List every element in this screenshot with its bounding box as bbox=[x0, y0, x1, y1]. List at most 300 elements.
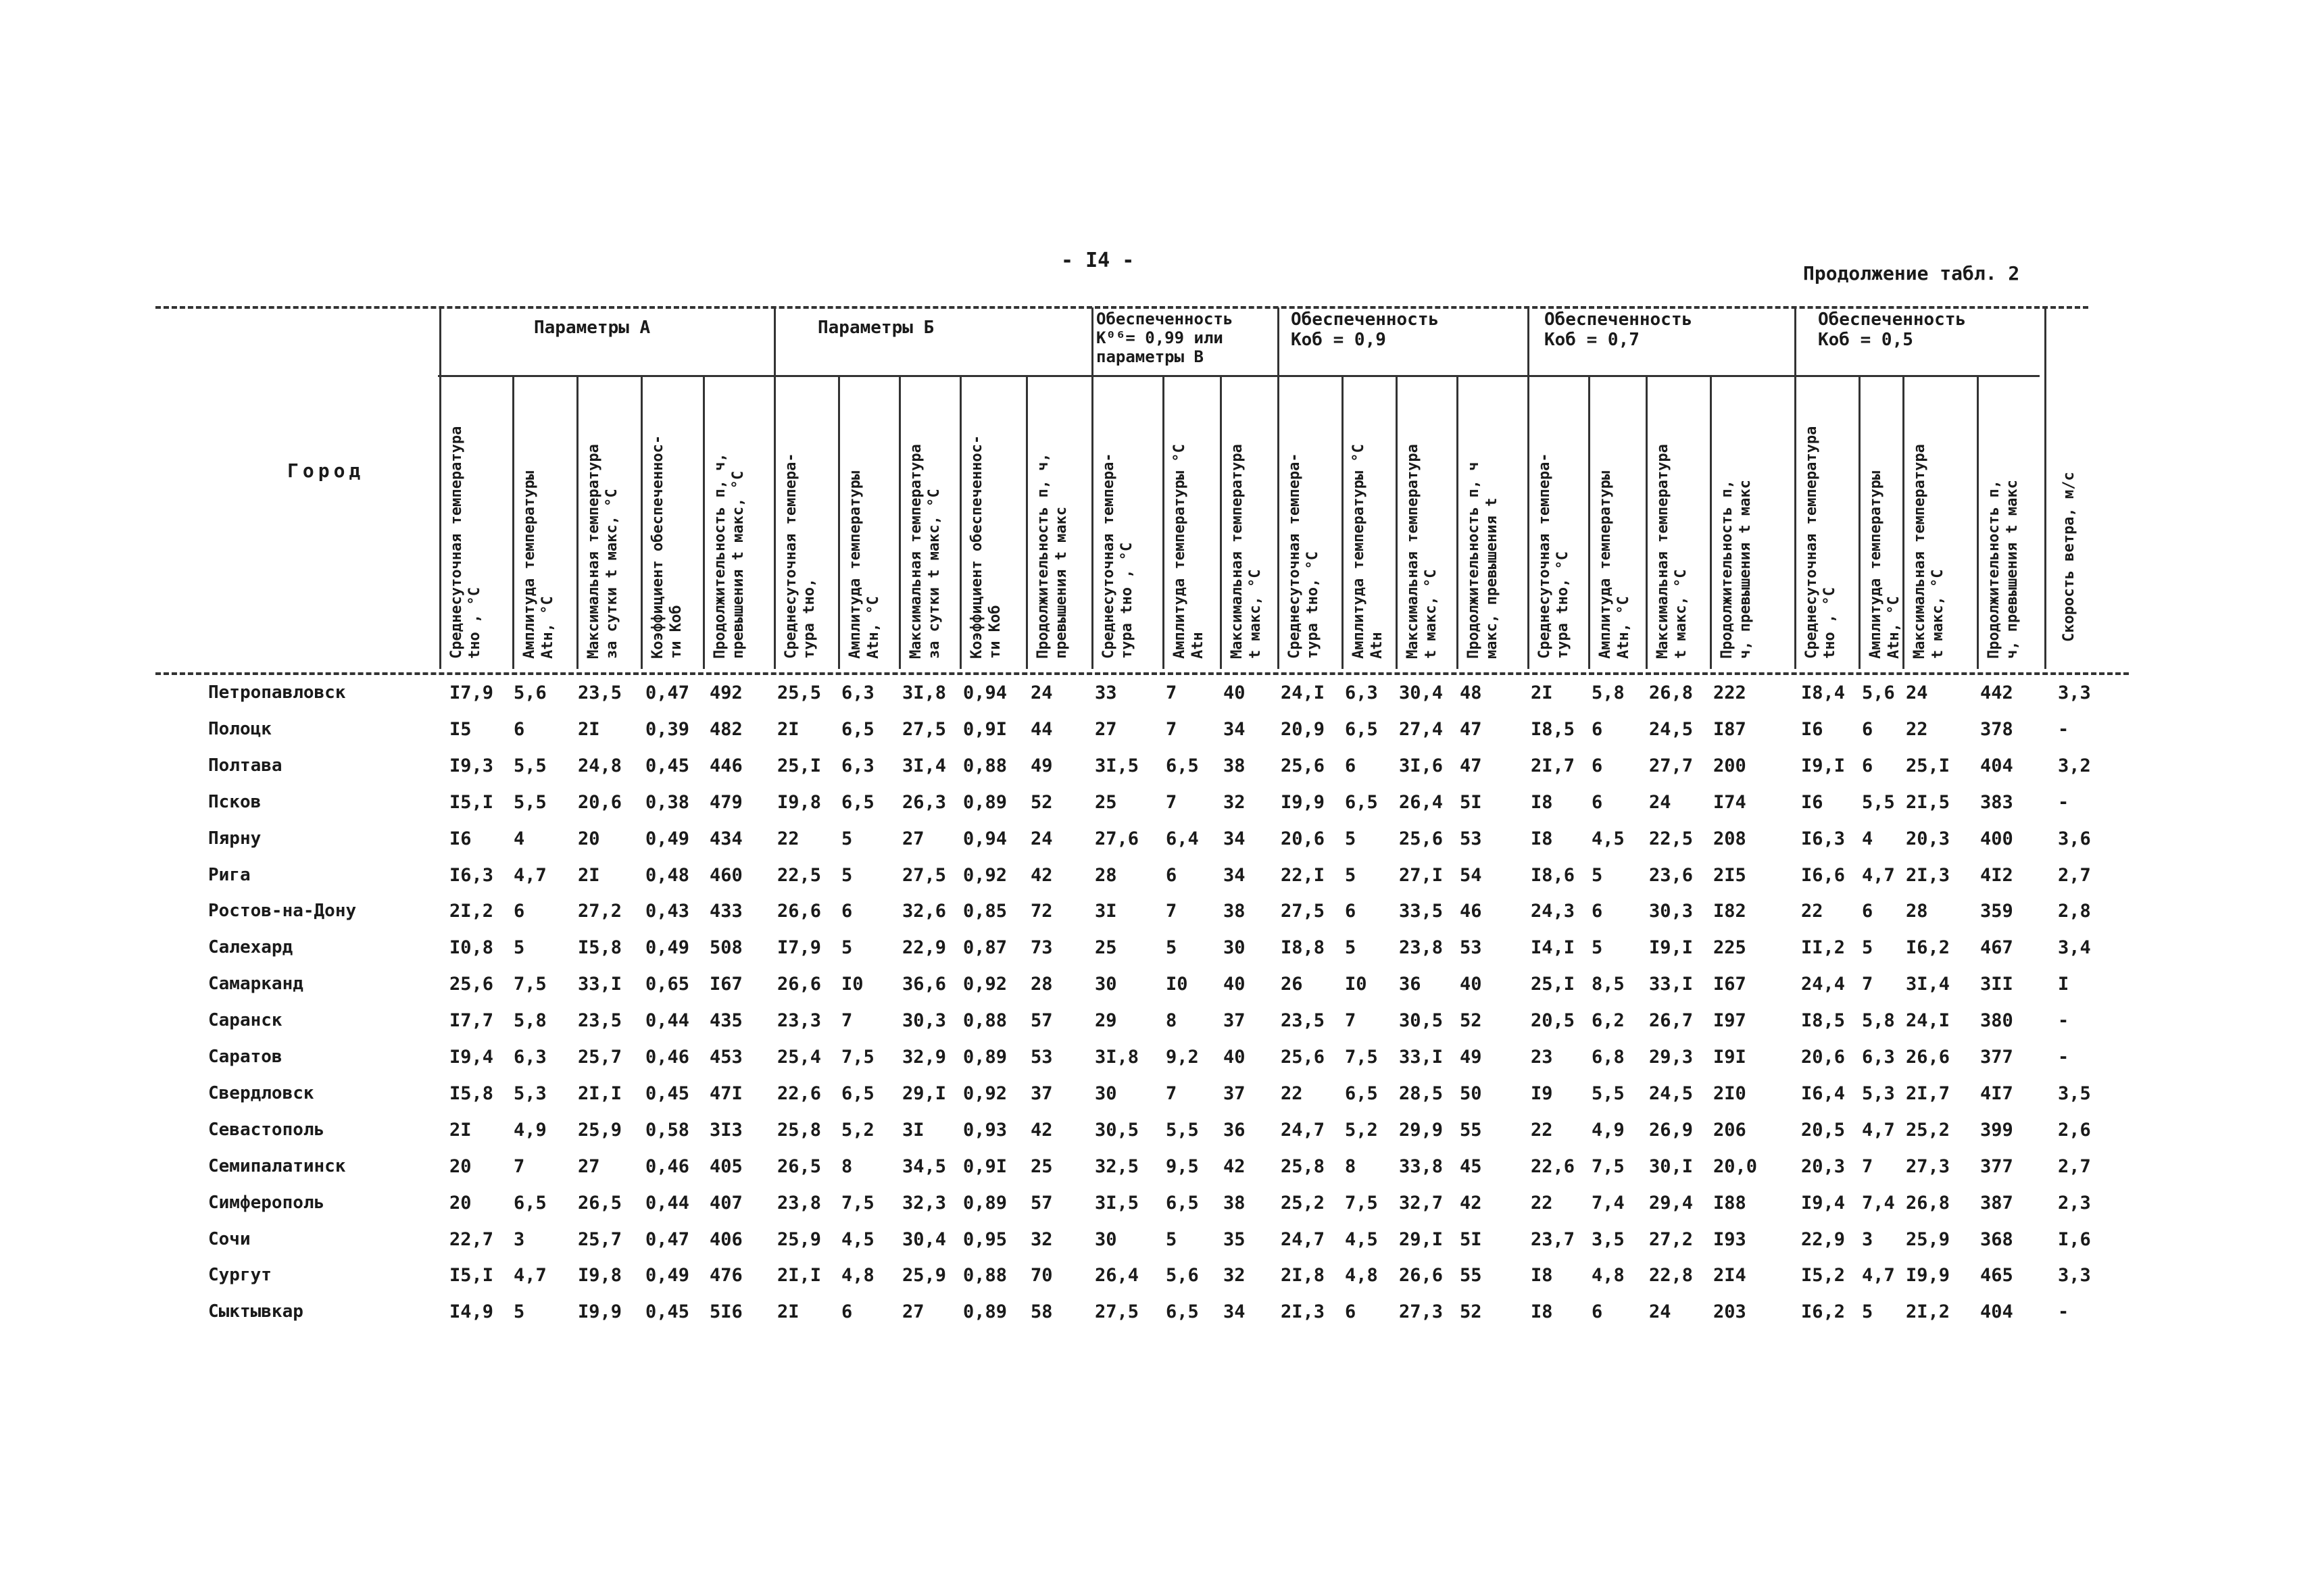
table-cell: 22,5 bbox=[1649, 828, 1694, 849]
table-cell: 20 bbox=[449, 1155, 472, 1177]
table-cell: 2I,2 bbox=[1906, 1301, 1950, 1323]
group-probability-07: Обеспеченность Коб = 0,7 bbox=[1544, 309, 1693, 350]
table-cell: 49 bbox=[1031, 755, 1053, 776]
table-cell: I5,8 bbox=[578, 937, 622, 959]
column-header-12: Амплитуда температуры °C Atн bbox=[1171, 444, 1206, 659]
table-cell: 0,88 bbox=[963, 1010, 1008, 1032]
table-cell: 24,8 bbox=[578, 755, 622, 776]
column-header-22: Среднесуточная температура tно , °C bbox=[1803, 426, 1838, 659]
table-cell: 30 bbox=[1095, 1082, 1117, 1104]
table-cell: 26 bbox=[1281, 974, 1303, 995]
table-cell: 22,8 bbox=[1649, 1265, 1694, 1287]
table-cell: 6,5 bbox=[1166, 755, 1199, 776]
table-cell: 5,6 bbox=[514, 682, 547, 703]
table-cell: 4,5 bbox=[1345, 1228, 1378, 1250]
table-cell: 5,6 bbox=[1166, 1265, 1199, 1287]
table-cell: 46 bbox=[1460, 901, 1482, 922]
table-cell: 3 bbox=[1862, 1228, 1873, 1250]
table-cell: 2I bbox=[578, 864, 600, 886]
table-cell: 5,3 bbox=[1862, 1082, 1895, 1104]
table-cell: 3 bbox=[514, 1228, 525, 1250]
table-cell: 200 bbox=[1713, 755, 1746, 776]
table-cell: 23,5 bbox=[578, 1010, 622, 1032]
table-cell: 30,4 bbox=[902, 1228, 947, 1250]
column-header-10: Продолжительность п, ч, превышения t макс bbox=[1035, 453, 1070, 659]
table-cell: 3I,6 bbox=[1399, 755, 1444, 776]
table-cell: 20,9 bbox=[1281, 718, 1325, 740]
table-cell: 400 bbox=[1980, 828, 2013, 849]
table-cell: I6,2 bbox=[1906, 937, 1950, 959]
table-cell: 29,9 bbox=[1399, 1119, 1444, 1141]
city-name: Сыктывкар bbox=[208, 1301, 303, 1322]
column-header-14: Среднесуточная темпера- тура tно, °C bbox=[1286, 453, 1321, 659]
table-cell: 5,5 bbox=[1592, 1082, 1625, 1104]
table-cell: 26,3 bbox=[902, 791, 947, 813]
table-cell: 3I,8 bbox=[1095, 1047, 1139, 1068]
city-name: Ростов-на-Дону bbox=[208, 901, 357, 922]
table-cell: I6 bbox=[1801, 791, 1823, 813]
table-cell: 25,4 bbox=[777, 1047, 822, 1068]
table-cell: 20 bbox=[449, 1192, 472, 1214]
table-cell: I8 bbox=[1531, 791, 1553, 813]
table-cell: 9,2 bbox=[1166, 1047, 1199, 1068]
column-divider bbox=[1588, 376, 1590, 669]
table-cell: 225 bbox=[1713, 937, 1746, 959]
table-cell: I4,I bbox=[1531, 937, 1575, 959]
table-cell: 27,7 bbox=[1649, 755, 1694, 776]
table-cell: 33,I bbox=[1649, 974, 1694, 995]
column-divider bbox=[1710, 376, 1712, 669]
column-header-6: Среднесуточная темпера- тура tно, bbox=[783, 453, 818, 659]
column-header-1: Среднесуточная температура tно , °C bbox=[448, 426, 483, 659]
table-cell: 6 bbox=[1862, 718, 1873, 740]
table-cell: 23,5 bbox=[578, 682, 622, 703]
table-cell: 3,2 bbox=[2058, 755, 2091, 776]
table-cell: 25,9 bbox=[1906, 1228, 1950, 1250]
column-divider bbox=[1794, 307, 1796, 669]
table-cell: 4,7 bbox=[1862, 1265, 1895, 1287]
table-cell: I67 bbox=[710, 974, 743, 995]
table-cell: 405 bbox=[710, 1155, 743, 1177]
column-divider bbox=[1456, 376, 1458, 669]
table-cell: 26,6 bbox=[777, 974, 822, 995]
table-cell: 6 bbox=[841, 901, 853, 922]
table-cell: I0 bbox=[1345, 974, 1367, 995]
table-cell: 407 bbox=[710, 1192, 743, 1214]
table-cell: 467 bbox=[1980, 937, 2013, 959]
table-cell: 377 bbox=[1980, 1155, 2013, 1177]
table-cell: I8 bbox=[1531, 828, 1553, 849]
table-cell: 20 bbox=[578, 828, 600, 849]
table-cell: 26,8 bbox=[1649, 682, 1694, 703]
table-cell: 2I5 bbox=[1713, 864, 1746, 886]
column-divider bbox=[1527, 307, 1529, 669]
table-cell: 22 bbox=[1906, 718, 1928, 740]
table-cell: 9,5 bbox=[1166, 1155, 1199, 1177]
table-cell: 492 bbox=[710, 682, 743, 703]
table-cell: 4,9 bbox=[514, 1119, 547, 1141]
table-cell: 47 bbox=[1460, 755, 1482, 776]
table-cell: I6,6 bbox=[1801, 864, 1846, 886]
table-cell: I9,I bbox=[1801, 755, 1846, 776]
table-cell: 57 bbox=[1031, 1192, 1053, 1214]
table-cell: 0,89 bbox=[963, 1192, 1008, 1214]
table-cell: 0,38 bbox=[645, 791, 690, 813]
table-cell: 24,3 bbox=[1531, 901, 1575, 922]
table-cell: 6 bbox=[1345, 1301, 1356, 1323]
table-cell: 40 bbox=[1460, 974, 1482, 995]
city-name: Саратов bbox=[208, 1047, 282, 1067]
table-cell: 0,88 bbox=[963, 1265, 1008, 1287]
table-cell: 20,6 bbox=[1281, 828, 1325, 849]
column-header-2: Амплитуда температуры Atн, °C bbox=[521, 470, 556, 659]
column-divider bbox=[576, 376, 578, 669]
table-cell: 3I,5 bbox=[1095, 1192, 1139, 1214]
table-cell: 482 bbox=[710, 718, 743, 740]
table-cell: I9,4 bbox=[1801, 1192, 1846, 1214]
table-cell: 0,49 bbox=[645, 1265, 690, 1287]
table-cell: 24 bbox=[1649, 1301, 1671, 1323]
table-cell: 38 bbox=[1223, 901, 1246, 922]
city-name: Сургут bbox=[208, 1265, 272, 1286]
table-cell: 42 bbox=[1223, 1155, 1246, 1177]
table-cell: 48 bbox=[1460, 682, 1482, 703]
table-cell: 377 bbox=[1980, 1047, 2013, 1068]
column-header-20: Максимальная температура t макс, °C bbox=[1654, 444, 1690, 659]
table-cell: 24,I bbox=[1906, 1010, 1950, 1032]
table-cell: 7,5 bbox=[841, 1192, 875, 1214]
table-cell: 26,9 bbox=[1649, 1119, 1694, 1141]
table-cell: 20,3 bbox=[1801, 1155, 1846, 1177]
table-cell: 0,85 bbox=[963, 901, 1008, 922]
table-cell: 4 bbox=[514, 828, 525, 849]
table-cell: 380 bbox=[1980, 1010, 2013, 1032]
table-cell: 32 bbox=[1223, 1265, 1246, 1287]
table-cell: 38 bbox=[1223, 755, 1246, 776]
table-cell: 23,8 bbox=[777, 1192, 822, 1214]
table-cell: I8,5 bbox=[1531, 718, 1575, 740]
wind-speed-column-header: Скорость ветра, м/с bbox=[2061, 472, 2077, 642]
table-cell: I8 bbox=[1531, 1265, 1553, 1287]
table-cell: 0,92 bbox=[963, 974, 1008, 995]
table-cell: I0 bbox=[1166, 974, 1188, 995]
table-cell: - bbox=[2058, 791, 2069, 813]
table-cell: 0,92 bbox=[963, 864, 1008, 886]
table-cell: 27 bbox=[902, 1301, 925, 1323]
table-cell: 2I,5 bbox=[1906, 791, 1950, 813]
table-cell: 26,6 bbox=[1906, 1047, 1950, 1068]
table-cell: 33 bbox=[1095, 682, 1117, 703]
table-cell: 32,3 bbox=[902, 1192, 947, 1214]
table-cell: 7 bbox=[1166, 791, 1177, 813]
table-cell: I7,9 bbox=[777, 937, 822, 959]
table-cell: I5,I bbox=[449, 791, 494, 813]
table-cell: I9,8 bbox=[777, 791, 822, 813]
table-cell: 2I,8 bbox=[1281, 1265, 1325, 1287]
table-cell: I9 bbox=[1531, 1082, 1553, 1104]
table-cell: 22 bbox=[1531, 1192, 1553, 1214]
table-cell: 28,5 bbox=[1399, 1082, 1444, 1104]
city-name: Салехард bbox=[208, 937, 293, 958]
table-cell: 6,5 bbox=[841, 718, 875, 740]
table-cell: 5 bbox=[1345, 937, 1356, 959]
table-cell: 28 bbox=[1095, 864, 1117, 886]
table-cell: 7 bbox=[1166, 901, 1177, 922]
table-cell: 27 bbox=[1095, 718, 1117, 740]
table-cell: I5 bbox=[449, 718, 472, 740]
table-cell: I67 bbox=[1713, 974, 1746, 995]
city-name: Рига bbox=[208, 864, 251, 885]
table-cell: 3,6 bbox=[2058, 828, 2091, 849]
table-cell: 5 bbox=[1592, 937, 1603, 959]
city-name: Псков bbox=[208, 791, 262, 812]
table-cell: 7 bbox=[1345, 1010, 1356, 1032]
column-header-11: Среднесуточная темпера- тура tно , °C bbox=[1100, 453, 1135, 659]
table-cell: 0,89 bbox=[963, 1047, 1008, 1068]
table-cell: 23,3 bbox=[777, 1010, 822, 1032]
column-header-5: Продолжительность п, ч, превышения t макс, °C bbox=[712, 453, 747, 659]
table-cell: 208 bbox=[1713, 828, 1746, 849]
table-cell: 4,5 bbox=[1592, 828, 1625, 849]
table-cell: 34 bbox=[1223, 828, 1246, 849]
table-cell: 25,7 bbox=[578, 1047, 622, 1068]
table-cell: 27,2 bbox=[1649, 1228, 1694, 1250]
table-cell: 7,5 bbox=[1345, 1047, 1378, 1068]
table-cell: 5,2 bbox=[841, 1119, 875, 1141]
table-cell: 36 bbox=[1223, 1119, 1246, 1141]
table-cell: 6,5 bbox=[1166, 1301, 1199, 1323]
table-cell: 5 bbox=[841, 937, 853, 959]
table-cell: 6 bbox=[1345, 901, 1356, 922]
table-cell: 29,4 bbox=[1649, 1192, 1694, 1214]
table-cell: 30,I bbox=[1649, 1155, 1694, 1177]
table-cell: 32,5 bbox=[1095, 1155, 1139, 1177]
table-cell: 5 bbox=[1166, 937, 1177, 959]
table-cell: 23 bbox=[1531, 1047, 1553, 1068]
table-cell: I88 bbox=[1713, 1192, 1746, 1214]
table-cell: 40 bbox=[1223, 682, 1246, 703]
column-divider bbox=[1341, 376, 1344, 669]
table-cell: 42 bbox=[1031, 1119, 1053, 1141]
table-cell: I97 bbox=[1713, 1010, 1746, 1032]
column-divider bbox=[838, 376, 840, 669]
table-cell: 32,6 bbox=[902, 901, 947, 922]
table-cell: 22,5 bbox=[777, 864, 822, 886]
table-cell: 20,0 bbox=[1713, 1155, 1758, 1177]
city-name: Пярну bbox=[208, 828, 262, 849]
table-cell: 4,8 bbox=[841, 1265, 875, 1287]
table-cell: 25,I bbox=[777, 755, 822, 776]
table-cell: 0,46 bbox=[645, 1155, 690, 1177]
table-cell: 6 bbox=[1345, 755, 1356, 776]
table-cell: 3,3 bbox=[2058, 1265, 2091, 1287]
table-cell: 0,94 bbox=[963, 828, 1008, 849]
table-cell: 7 bbox=[1862, 974, 1873, 995]
table-cell: 0,46 bbox=[645, 1047, 690, 1068]
table-cell: 73 bbox=[1031, 937, 1053, 959]
table-cell: 20,3 bbox=[1906, 828, 1950, 849]
group-probability-099: Обеспеченность К⁰⁶= 0,99 или параметры В bbox=[1096, 309, 1233, 366]
table-cell: 5,2 bbox=[1345, 1119, 1378, 1141]
table-cell: 27,2 bbox=[578, 901, 622, 922]
table-cell: 25,9 bbox=[902, 1265, 947, 1287]
column-header-15: Амплитуда температуры °C Atн bbox=[1350, 444, 1385, 659]
table-cell: 25,2 bbox=[1906, 1119, 1950, 1141]
table-cell: 37 bbox=[1223, 1010, 1246, 1032]
table-cell: 387 bbox=[1980, 1192, 2013, 1214]
table-cell: 6,5 bbox=[841, 1082, 875, 1104]
table-cell: 7,5 bbox=[514, 974, 547, 995]
table-cell: 47I bbox=[710, 1082, 743, 1104]
table-cell: 29 bbox=[1095, 1010, 1117, 1032]
column-header-25: Продолжительность п, ч, превышения t макс bbox=[1986, 480, 2021, 659]
table-cell: I5,I bbox=[449, 1265, 494, 1287]
city-name: Сочи bbox=[208, 1228, 251, 1249]
table-cell: 3I,8 bbox=[902, 682, 947, 703]
table-continuation-label: Продолжение табл. 2 bbox=[1803, 262, 2020, 284]
table-cell: 22,9 bbox=[902, 937, 947, 959]
table-cell: 0,47 bbox=[645, 1228, 690, 1250]
city-name: Саранск bbox=[208, 1010, 282, 1031]
table-cell: I6,3 bbox=[1801, 828, 1846, 849]
table-cell: 7,4 bbox=[1592, 1192, 1625, 1214]
table-cell: 6 bbox=[1592, 791, 1603, 813]
city-name: Петропавловск bbox=[208, 682, 346, 703]
table-cell: 52 bbox=[1460, 1010, 1482, 1032]
table-cell: - bbox=[2058, 1047, 2069, 1068]
table-cell: I87 bbox=[1713, 718, 1746, 740]
page-number: - I4 - bbox=[1061, 249, 1135, 272]
table-cell: 3,5 bbox=[2058, 1082, 2091, 1104]
table-cell: 55 bbox=[1460, 1265, 1482, 1287]
table-cell: 4,7 bbox=[1862, 864, 1895, 886]
table-cell: 5 bbox=[1166, 1228, 1177, 1250]
table-cell: 72 bbox=[1031, 901, 1053, 922]
table-cell: 7 bbox=[1166, 1082, 1177, 1104]
table-cell: 3I3 bbox=[710, 1119, 743, 1141]
table-cell: 6,3 bbox=[841, 755, 875, 776]
table-cell: 36 bbox=[1399, 974, 1421, 995]
table-cell: 3I,4 bbox=[902, 755, 947, 776]
city-name: Полоцк bbox=[208, 718, 272, 739]
table-cell: 30,5 bbox=[1399, 1010, 1444, 1032]
table-cell: 6 bbox=[1592, 718, 1603, 740]
table-cell: 6 bbox=[1592, 901, 1603, 922]
table-cell: 25,6 bbox=[1399, 828, 1444, 849]
column-divider bbox=[1858, 376, 1861, 669]
table-cell: 6,5 bbox=[841, 791, 875, 813]
table-cell: - bbox=[2058, 718, 2069, 740]
table-cell: 6,2 bbox=[1592, 1010, 1625, 1032]
table-cell: 6,4 bbox=[1166, 828, 1199, 849]
table-cell: 3I,4 bbox=[1906, 974, 1950, 995]
table-cell: 24 bbox=[1031, 682, 1053, 703]
table-cell: 24,7 bbox=[1281, 1228, 1325, 1250]
city-name: Семипалатинск bbox=[208, 1155, 346, 1176]
table-cell: 5 bbox=[841, 828, 853, 849]
city-name: Симферополь bbox=[208, 1192, 325, 1213]
table-cell: 2I,3 bbox=[1281, 1301, 1325, 1323]
table-cell: 34 bbox=[1223, 1301, 1246, 1323]
table-cell: 22 bbox=[1281, 1082, 1303, 1104]
column-divider bbox=[899, 376, 901, 669]
table-cell: 453 bbox=[710, 1047, 743, 1068]
column-divider bbox=[2044, 307, 2046, 669]
table-cell: I9,8 bbox=[578, 1265, 622, 1287]
table-cell: 378 bbox=[1980, 718, 2013, 740]
table-cell: 25,8 bbox=[1281, 1155, 1325, 1177]
table-cell: 35 bbox=[1223, 1228, 1246, 1250]
table-cell: 53 bbox=[1460, 828, 1482, 849]
table-cell: 25,2 bbox=[1281, 1192, 1325, 1214]
table-cell: 0,45 bbox=[645, 1301, 690, 1323]
table-cell: 30 bbox=[1223, 937, 1246, 959]
table-cell: 2I,I bbox=[578, 1082, 622, 1104]
table-cell: 32,7 bbox=[1399, 1192, 1444, 1214]
table-cell: 5 bbox=[514, 937, 525, 959]
table-cell: 6 bbox=[1862, 755, 1873, 776]
table-cell: 6,3 bbox=[1862, 1047, 1895, 1068]
table-cell: 36,6 bbox=[902, 974, 947, 995]
table-cell: I4,9 bbox=[449, 1301, 494, 1323]
table-cell: 54 bbox=[1460, 864, 1482, 886]
table-cell: 27,5 bbox=[1095, 1301, 1139, 1323]
table-cell: 25 bbox=[1095, 937, 1117, 959]
table-cell: 446 bbox=[710, 755, 743, 776]
column-divider bbox=[1220, 376, 1222, 669]
table-cell: 6,8 bbox=[1592, 1047, 1625, 1068]
table-cell: 0,87 bbox=[963, 937, 1008, 959]
table-cell: 404 bbox=[1980, 1301, 2013, 1323]
table-cell: 0,39 bbox=[645, 718, 690, 740]
table-cell: I9,9 bbox=[578, 1301, 622, 1323]
table-cell: 2,6 bbox=[2058, 1119, 2091, 1141]
table-cell: 24,I bbox=[1281, 682, 1325, 703]
table-cell: 2I bbox=[578, 718, 600, 740]
table-cell: 23,5 bbox=[1281, 1010, 1325, 1032]
table-cell: 24 bbox=[1649, 791, 1671, 813]
table-cell: 7 bbox=[514, 1155, 525, 1177]
table-cell: 27,3 bbox=[1906, 1155, 1950, 1177]
table-cell: 22,9 bbox=[1801, 1228, 1846, 1250]
header-top-rule bbox=[155, 306, 2088, 309]
table-cell: I6 bbox=[449, 828, 472, 849]
table-cell: 7 bbox=[841, 1010, 853, 1032]
table-cell: 0,9I bbox=[963, 718, 1008, 740]
table-cell: 0,58 bbox=[645, 1119, 690, 1141]
table-cell: I8,5 bbox=[1801, 1010, 1846, 1032]
table-cell: 0,49 bbox=[645, 828, 690, 849]
table-cell: 6 bbox=[841, 1301, 853, 1323]
table-cell: 34 bbox=[1223, 718, 1246, 740]
table-cell: 0,43 bbox=[645, 901, 690, 922]
table-cell: 52 bbox=[1460, 1301, 1482, 1323]
column-header-24: Максимальная температура t макс, °C bbox=[1911, 444, 1946, 659]
table-cell: 27,I bbox=[1399, 864, 1444, 886]
column-divider bbox=[641, 376, 643, 669]
table-cell: 34 bbox=[1223, 864, 1246, 886]
table-cell: 25,5 bbox=[777, 682, 822, 703]
table-cell: 25,I bbox=[1531, 974, 1575, 995]
table-cell: I74 bbox=[1713, 791, 1746, 813]
table-cell: 3I bbox=[1095, 901, 1117, 922]
table-cell: 460 bbox=[710, 864, 743, 886]
table-cell: 22 bbox=[777, 828, 799, 849]
table-cell: 38 bbox=[1223, 1192, 1246, 1214]
table-cell: 6,5 bbox=[1345, 718, 1378, 740]
table-cell: 4,7 bbox=[1862, 1119, 1895, 1141]
table-cell: 5 bbox=[1862, 1301, 1873, 1323]
